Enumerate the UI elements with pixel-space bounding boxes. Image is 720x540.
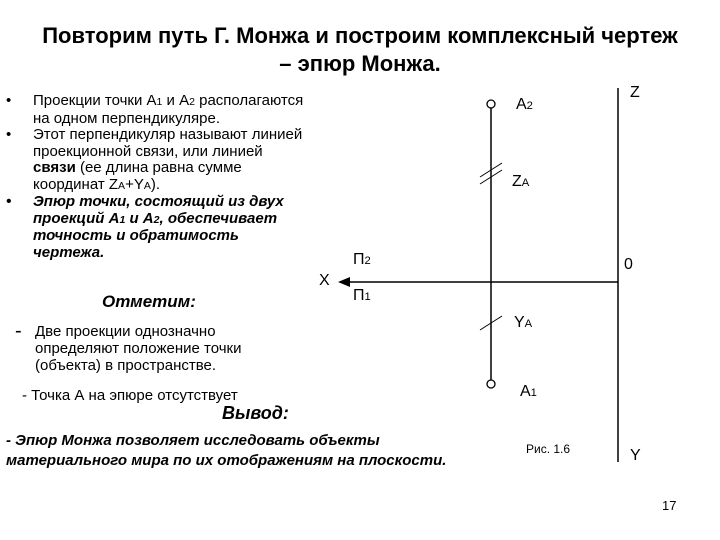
note-item: - Две проекции однозначно определяют положение точки (объекта) в пространстве. — [15, 320, 242, 374]
note-heading: Отметим: — [102, 292, 196, 311]
note-item: - Точка А на эпюре отсутствует — [22, 387, 238, 404]
bullet-item: • Эпюр точки, состоящий из двух проекций А1 и А2, обеспечивает точность и обратимость чертежа. — [6, 193, 284, 261]
origin-label: 0 — [624, 256, 633, 273]
conclusion-text: - Эпюр Монжа позволяет исследовать объекты материального мира по их отображениям на плоскости. — [6, 432, 447, 469]
y-axis-label: Y — [630, 447, 641, 464]
bullet-item: • Этот перпендикуляр называют линией проекционной связи, или линией связи (ее длина равна сумме координат ZA+YA). — [6, 126, 303, 193]
plane-pi1-label: П1 — [353, 287, 371, 304]
bullet-item: • Проекции точки А1 и А2 располагаются на одном перпендикуляре. — [6, 92, 304, 127]
figure-caption: Рис. 1.6 — [526, 442, 571, 456]
plane-pi2-label: П2 — [353, 251, 371, 268]
bullet-dot: • — [6, 126, 12, 143]
ya-label: YA — [514, 314, 533, 331]
a1-label: А1 — [520, 383, 537, 400]
x-axis-label: X — [319, 272, 330, 289]
conclusion-heading: Вывод: — [222, 403, 289, 423]
point-a2 — [487, 100, 495, 108]
bullet-dot: • — [6, 193, 12, 210]
za-label: ZA — [512, 173, 530, 190]
point-a1 — [487, 380, 495, 388]
slide-title: Повторим путь Г. Монжа и построим комплексный чертеж – эпюр Монжа. — [42, 23, 678, 76]
z-axis-label: Z — [630, 84, 640, 101]
page-number: 17 — [662, 498, 677, 513]
bullet-dot: • — [6, 92, 12, 109]
a2-label: А2 — [516, 96, 533, 113]
x-axis-arrowhead — [338, 277, 350, 287]
note-dash: - — [15, 320, 22, 342]
